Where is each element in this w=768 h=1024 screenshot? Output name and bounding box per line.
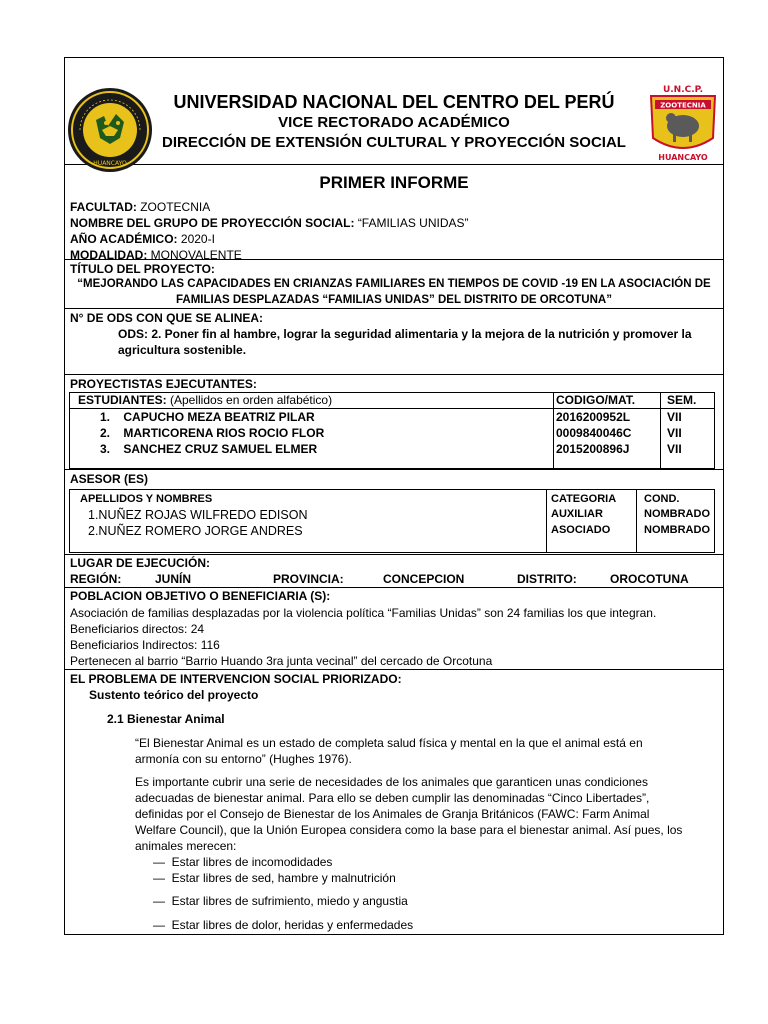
student-sem: VII xyxy=(667,442,682,456)
direction-name: DIRECCIÓN DE EXTENSIÓN CULTURAL Y PROYECCIÓN SOCIAL xyxy=(162,134,626,151)
asesor-cond: NOMBRADO xyxy=(644,508,710,520)
ods-label: N° DE ODS CON QUE SE ALINEA: xyxy=(70,311,264,325)
titulo-line-2: FAMILIAS DESPLAZADAS “FAMILIAS UNIDAS” DEL DISTRITO DE ORCOTUNA” xyxy=(176,294,612,306)
problema-section xyxy=(65,670,723,934)
provincia-value: CONCEPCION xyxy=(383,572,465,586)
student-code: 2015200896J xyxy=(556,442,630,456)
region-label: REGIÓN: xyxy=(70,572,122,586)
titulo-line-1: “MEJORANDO LAS CAPACIDADES EN CRIANZAS FAMILIARES EN TIEMPOS DE COVID -19 EN LA ASOCIACIÓN DE xyxy=(77,278,711,290)
table-row: 3. SANCHEZ CRUZ SAMUEL ELMER xyxy=(100,442,318,456)
titulo-label: TÍTULO DEL PROYECTO: xyxy=(70,262,215,276)
quote-line-1: “El Bienestar Animal es un estado de completa salud física y mental en la que el animal está en xyxy=(135,736,643,750)
list-item: — Estar libres de sed, hambre y malnutrición xyxy=(153,871,396,885)
quote-line-2: armonía con su entorno” (Hughes 1976). xyxy=(135,752,352,766)
sem-header: SEM. xyxy=(667,393,697,407)
section-heading: 2.1 Bienestar Animal xyxy=(107,712,225,726)
svg-text:U.N.C.P.: U.N.C.P. xyxy=(662,85,704,95)
provincia-label: PROVINCIA: xyxy=(273,572,344,586)
paragraph-line-3: definidas por el Consejo de Bienestar de los Animales de Granja Británicos (FAWC: Farm Animal xyxy=(135,807,650,821)
table-row: 2.NUÑEZ ROMERO JORGE ANDRES xyxy=(88,524,303,538)
report-title: PRIMER INFORME xyxy=(319,173,469,192)
asesor-cond-header: COND. xyxy=(644,493,680,505)
proyectistas-section xyxy=(65,375,723,470)
paragraph-line-1: Es importante cubrir una serie de necesidades de los animales que garanticen unas condiciones xyxy=(135,775,648,789)
lugar-section xyxy=(65,555,723,588)
student-code: 0009840046C xyxy=(556,426,632,440)
asesor-section xyxy=(65,470,723,555)
poblacion-line-3: Beneficiarios Indirectos: 116 xyxy=(70,638,220,652)
zootecnia-logo xyxy=(643,82,723,170)
paragraph-line-4: Welfare Council), que la Unión Europea considera como la base para el bienestar animal. Así pues, los xyxy=(135,823,683,837)
facultad-line: FACULTAD: ZOOTECNIA xyxy=(70,200,211,214)
anio-line: AÑO ACADÉMICO: 2020-I xyxy=(70,232,215,246)
modalidad-line: MODALIDAD: MONOVALENTE xyxy=(70,248,242,262)
svg-text:HUANCAYO: HUANCAYO xyxy=(658,153,708,162)
proyectistas-label: PROYECTISTAS EJECUTANTES: xyxy=(70,377,257,391)
table-row: 2. MARTICORENA RIOS ROCIO FLOR xyxy=(100,426,325,440)
poblacion-line-2: Beneficiarios directos: 24 xyxy=(70,622,205,636)
info-section xyxy=(65,165,723,260)
svg-text:ZOOTECNIA: ZOOTECNIA xyxy=(660,101,706,110)
titulo-section xyxy=(65,260,723,309)
asesor-cat-header: CATEGORIA xyxy=(551,493,617,505)
student-sem: VII xyxy=(667,410,682,424)
asesor-table xyxy=(69,489,715,553)
grupo-line: NOMBRE DEL GRUPO DE PROYECCIÓN SOCIAL: “FAMILIAS UNIDAS” xyxy=(70,216,469,230)
students-table xyxy=(69,392,715,469)
students-header: ESTUDIANTES: (Apellidos en orden alfabético) xyxy=(78,393,333,407)
ods-section xyxy=(65,309,723,375)
vice-rectorado: VICE RECTORADO ACADÉMICO xyxy=(278,114,510,131)
ods-line-1: ODS: 2. Poner fin al hambre, lograr la seguridad alimentaria y la mejora de la nutrición y promover la xyxy=(118,327,692,341)
poblacion-line-4: Pertenecen al barrio “Barrio Huando 3ra junta vecinal” del cercado de Orcotuna xyxy=(70,654,493,668)
list-item: — Estar libres de incomodidades xyxy=(153,855,333,869)
paragraph-line-2: adecuadas de bienestar animal. Para ello se deben cumplir las denominadas “Cinco Libertades”, xyxy=(135,791,650,805)
paragraph-line-5: animales merecen: xyxy=(135,839,237,853)
student-sem: VII xyxy=(667,426,682,440)
codigo-header: CODIGO/MAT. xyxy=(556,393,636,407)
asesor-label: ASESOR (ES) xyxy=(70,472,149,486)
student-code: 2016200952L xyxy=(556,410,631,424)
asesor-cat: AUXILIAR xyxy=(551,508,603,520)
lugar-label: LUGAR DE EJECUCIÓN: xyxy=(70,556,211,570)
poblacion-label: POBLACION OBJETIVO O BENEFICIARIA (S): xyxy=(70,589,331,603)
asesor-cat: ASOCIADO xyxy=(551,524,611,536)
ods-line-2: agricultura sostenible. xyxy=(118,343,247,357)
report-document xyxy=(64,57,724,935)
asesor-names-header: APELLIDOS Y NOMBRES xyxy=(80,493,213,505)
poblacion-line-1: Asociación de familias desplazadas por la violencia política “Familias Unidas” son 24 familias los que integran. xyxy=(70,606,657,620)
table-row: 1. CAPUCHO MEZA BEATRIZ PILAR xyxy=(100,410,315,424)
distrito-label: DISTRITO: xyxy=(517,572,577,586)
distrito-value: OROCOTUNA xyxy=(610,572,689,586)
asesor-cond: NOMBRADO xyxy=(644,524,710,536)
sustento-heading: Sustento teórico del proyecto xyxy=(89,688,259,702)
problema-label: EL PROBLEMA DE INTERVENCION SOCIAL PRIORIZADO: xyxy=(70,672,402,686)
university-name: UNIVERSIDAD NACIONAL DEL CENTRO DEL PERÚ xyxy=(173,92,615,112)
poblacion-section xyxy=(65,588,723,670)
list-item: — Estar libres de dolor, heridas y enfermedades xyxy=(153,918,414,932)
list-item: — Estar libres de sufrimiento, miedo y angustia xyxy=(153,894,408,908)
region-value: JUNÍN xyxy=(155,572,192,586)
svg-text:HUANCAYO: HUANCAYO xyxy=(93,160,127,167)
table-row: 1.NUÑEZ ROJAS WILFREDO EDISON xyxy=(88,508,308,522)
header-section xyxy=(65,58,723,165)
